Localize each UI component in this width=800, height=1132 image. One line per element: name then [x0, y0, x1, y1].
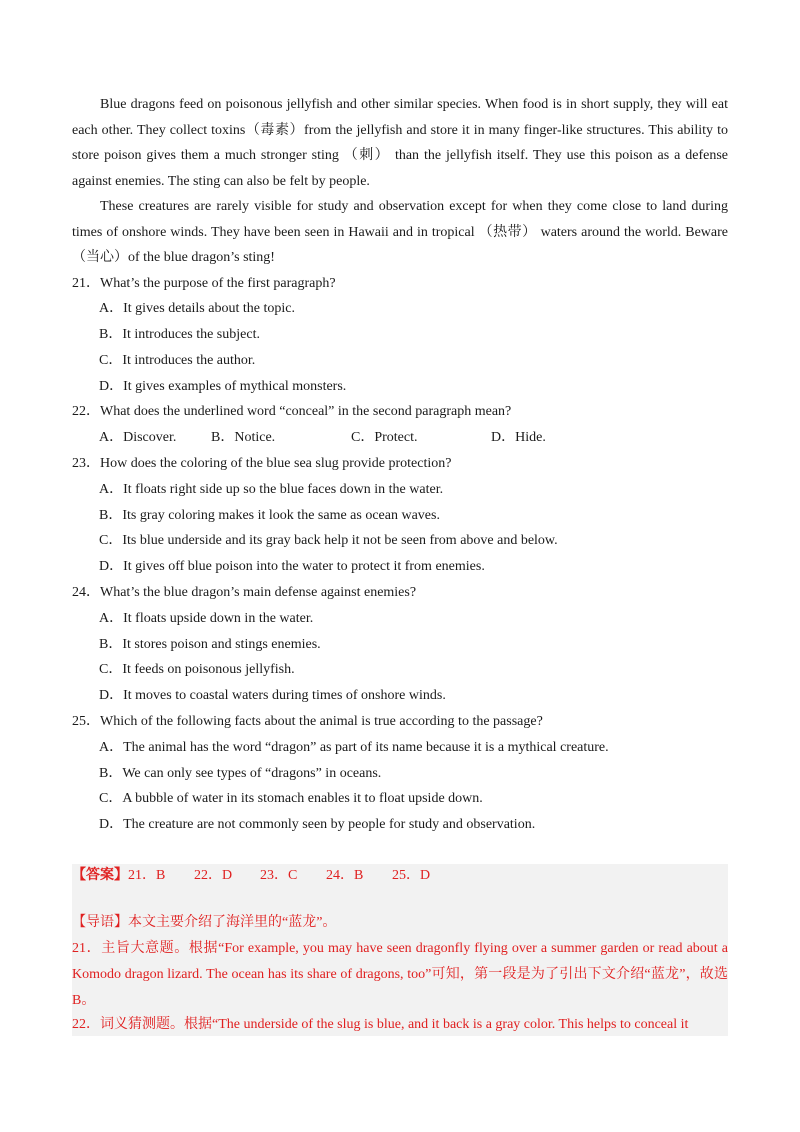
- option-a: A．It floats upside down in the water.: [99, 610, 314, 626]
- answer-key: [72, 864, 430, 888]
- option-a: A．It floats right side up so the blue faces down in the water.: [99, 481, 444, 497]
- option-c: C．Protect.: [351, 430, 418, 446]
- option-a: A．It gives details about the topic.: [99, 301, 295, 317]
- answer-25: 25．D: [392, 868, 431, 883]
- options-row: [72, 425, 728, 451]
- answer-label: 【答案】: [72, 868, 128, 883]
- question-stem: 21．What’s the purpose of the first paragraph?: [72, 275, 336, 291]
- option-d: D．Hide.: [491, 430, 546, 446]
- question-stem: 25．Which of the following facts about the animal is true according to the passage?: [72, 714, 543, 730]
- option-b: B．It stores poison and stings enemies.: [99, 636, 321, 652]
- option-d: D．It moves to coastal waters during times of onshore winds.: [99, 688, 446, 704]
- answer-21: 21．B: [128, 868, 166, 883]
- question-24: [72, 580, 728, 709]
- option-c: C．It feeds on poisonous jellyfish.: [99, 662, 295, 678]
- question-stem: 22．What does the underlined word “conceal” in the second paragraph mean?: [72, 404, 512, 420]
- passage-paragraph-1: Blue dragons feed on poisonous jellyfish and other similar species. When food is in short supply, they will eat each other. They collect toxins（毒素）from the jellyfish and store it in many finger-like structures. This ability to store poison gives them a much stronger sting （刺） than the jellyfish itself. They use this poison as a defense against enemies. The sting can also be felt by people.: [72, 97, 728, 189]
- answer-23: 23．C: [260, 868, 298, 883]
- answer-22: 22．D: [194, 868, 233, 883]
- option-d: D．It gives examples of mythical monsters.: [99, 378, 347, 394]
- answer-guide: 【导语】本文主要介绍了海洋里的“蓝龙”。: [72, 915, 337, 930]
- option-c: C．It introduces the author.: [99, 352, 256, 368]
- explanation-21: 21．主旨大意题。根据“For example, you may have seen dragonfly flying over a summer garden or read about a Komodo dragon lizard. The ocean has its share of dragons, too”可知，第一段是为了引出下文介绍“蓝龙”，故选B。: [72, 941, 728, 1008]
- question-stem: 23．How does the coloring of the blue sea slug provide protection?: [72, 456, 452, 472]
- question-25: [72, 709, 728, 838]
- option-a: A．The animal has the word “dragon” as part of its name because it is a mythical creature.: [99, 739, 609, 755]
- option-c: C．Its blue underside and its gray back help it not be seen from above and below.: [99, 533, 558, 549]
- option-b: B．We can only see types of “dragons” in oceans.: [99, 765, 382, 781]
- question-23: [72, 451, 728, 580]
- option-b: B．It introduces the subject.: [99, 327, 260, 343]
- explanation-22: 22．词义猜测题。根据“The underside of the slug is blue, and it back is a gray color. This helps to conceal it: [72, 1017, 689, 1032]
- option-b: B．Its gray coloring makes it look the same as ocean waves.: [99, 507, 440, 523]
- option-d: D．It gives off blue poison into the water to protect it from enemies.: [99, 559, 485, 575]
- option-d: D．The creature are not commonly seen by people for study and observation.: [99, 817, 536, 833]
- passage-paragraph-2: These creatures are rarely visible for study and observation except for when they come close to land during times of onshore winds. They have been seen in Hawaii and in tropical （热带） waters around the world. Beware （当心）of the blue dragon’s sting!: [72, 199, 728, 265]
- document-body: [72, 92, 728, 838]
- answer-24: 24．B: [326, 868, 364, 883]
- option-a: A．Discover.: [99, 430, 177, 446]
- question-21: [72, 271, 728, 400]
- answer-section: [72, 864, 728, 1036]
- option-b: B．Notice.: [211, 430, 276, 446]
- question-stem: 24．What’s the blue dragon’s main defense against enemies?: [72, 585, 417, 601]
- option-c: C．A bubble of water in its stomach enables it to float upside down.: [99, 791, 483, 807]
- question-22: [72, 399, 728, 451]
